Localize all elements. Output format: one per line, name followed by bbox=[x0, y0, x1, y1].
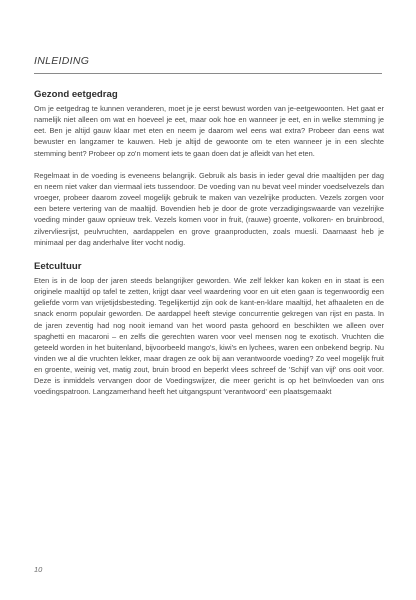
paragraph: Eten is in de loop der jaren steeds belangrijker geworden. Wie zelf lekker kan koken en in staat is een originele maaltijd op tafel te zetten, krijgt daar veel waardering voor en uit eten gaan is tegenwoordig een geliefde vorm van vrijetijdsbesteding. Tegelijkertijd zijn ook de kant-en-klare maaltijd, het afhaaleten en de snack enorm populair geworden. De aardappel heeft stevige concurrentie gekregen van rijst en pasta. In de jaren zeventig had nog nooit iemand van het woord pasta gehoord en beschikten we alleen over spaghetti en macaroni – en zelfs die gerechten waren voor veel mensen nog te exotisch. Vruchten die geteeld worden in het buitenland, bijvoorbeeld mango's, kiwi's en lychees, waren een onbekend begrip. Nu vinden we al die vruchten lekker, maar dragen ze ook bij aan verantwoorde voeding? Zo veel mogelijk fruit en groente, weinig vet, matig zout, bruin brood en beperkt vlees schreef de 'Schijf van vijf' ons ooit voor. Deze is inmiddels vervangen door de Voedingswijzer, die meer gericht is op het beïnvloeden van ons voedingspatroon. Langzamerhand heeft het uitgangspunt 'verantwoord' een plaatsgemaakt bbox=[34, 275, 384, 397]
chapter-divider bbox=[34, 73, 382, 74]
paragraph: Regelmaat in de voeding is eveneens belangrijk. Gebruik als basis in ieder geval drie maaltijden per dag en neem niet vaker dan viermaal iets tussendoor. De voeding van nu bevat veel minder voedselvezels dan vroeger, probeer daarom zoveel mogelijk gebruik te maken van vezelrijke producten. Vezels zorgen voor een betere vertering van de maaltijd. Bovendien heb je door de grote verzadigingswaarde van vezelrijke voeding minder gauw opnieuw trek. Vezels komen voor in fruit, (rauwe) groente, volkoren- en bruinbrood, zilvervliesrijst, peulvruchten, aardappelen en grove graanproducten, zoals muesli. Daarnaast heb je minimaal per dag anderhalve liter vocht nodig. bbox=[34, 170, 384, 247]
section-heading: Eetcultuur bbox=[34, 260, 82, 272]
chapter-title: INLEIDING bbox=[34, 55, 90, 67]
section-heading: Gezond eetgedrag bbox=[34, 89, 118, 100]
section-gezond-eetgedrag bbox=[34, 89, 384, 248]
section-eetcultuur bbox=[34, 261, 384, 398]
page-number: 10 bbox=[34, 565, 43, 574]
page-content bbox=[34, 89, 384, 398]
paragraph: Om je eetgedrag te kunnen veranderen, moet je je eerst bewust worden van je-eetgewoonten. Het gaat er namelijk niet alleen om wat en hoeveel je eet, maar ook hoe en wanneer je eet, en in welke stemming je eet. Ben je altijd gauw klaar met eten en neem je daarom wel eens wat extra? Probeer dan eens wat bewuster en langzamer te kauwen. Heb je altijd de gewoonte om te eten wanneer je in een slechte stemming bent? Probeer op zo'n moment iets te gaan doen dat je afleidt van het eten. bbox=[34, 104, 384, 158]
